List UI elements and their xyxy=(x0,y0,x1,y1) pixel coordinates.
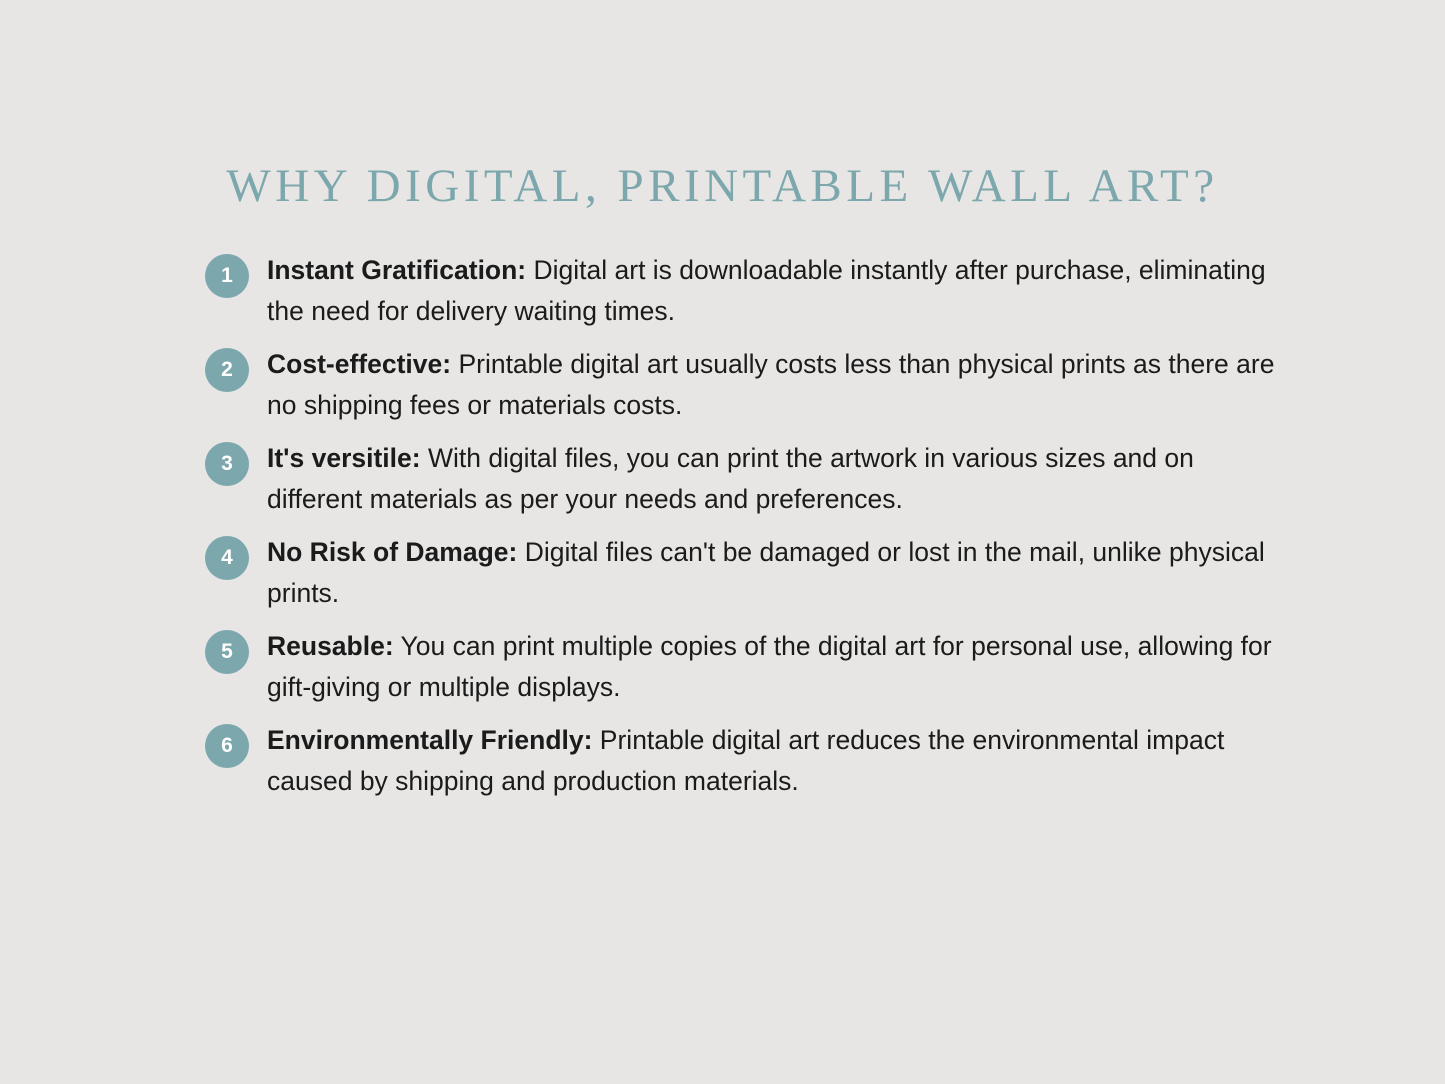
list-item xyxy=(205,438,1275,520)
list-item-number-badge: 4 xyxy=(205,536,249,580)
list-item-text xyxy=(267,344,1275,426)
list-item-lead: It's versitile: xyxy=(267,443,421,473)
benefits-list xyxy=(205,250,1275,814)
list-item xyxy=(205,720,1275,802)
list-item xyxy=(205,344,1275,426)
list-item-lead: Environmentally Friendly: xyxy=(267,725,593,755)
list-item-number-badge: 3 xyxy=(205,442,249,486)
list-item-body: Printable digital art reduces the environmental impact caused by shipping and production materials. xyxy=(267,725,1225,796)
list-item-number-badge: 1 xyxy=(205,254,249,298)
list-item xyxy=(205,626,1275,708)
list-item-number-badge: 5 xyxy=(205,630,249,674)
list-item-lead: Cost-effective: xyxy=(267,349,452,379)
list-item-number-badge: 2 xyxy=(205,348,249,392)
list-item-lead: Reusable: xyxy=(267,631,394,661)
page-title: WHY DIGITAL, PRINTABLE WALL ART? xyxy=(226,160,1219,213)
list-item-number-badge: 6 xyxy=(205,724,249,768)
list-item-body: Printable digital art usually costs less than physical prints as there are no shipping fees or materials costs. xyxy=(267,349,1275,420)
list-item-body: With digital files, you can print the artwork in various sizes and on different materials as per your needs and preferences. xyxy=(267,443,1194,514)
list-item-text xyxy=(267,532,1275,614)
list-item-text xyxy=(267,438,1275,520)
list-item xyxy=(205,532,1275,614)
list-item-body: Digital art is downloadable instantly after purchase, eliminating the need for delivery waiting times. xyxy=(267,255,1266,326)
list-item-text xyxy=(267,250,1275,332)
list-item-body: Digital files can't be damaged or lost in the mail, unlike physical prints. xyxy=(267,537,1265,608)
list-item-body: You can print multiple copies of the digital art for personal use, allowing for gift-giving or multiple displays. xyxy=(267,631,1272,702)
list-item-text xyxy=(267,626,1275,708)
list-item xyxy=(205,250,1275,332)
list-item-lead: No Risk of Damage: xyxy=(267,537,518,567)
list-item-lead: Instant Gratification: xyxy=(267,255,527,285)
list-item-text xyxy=(267,720,1275,802)
